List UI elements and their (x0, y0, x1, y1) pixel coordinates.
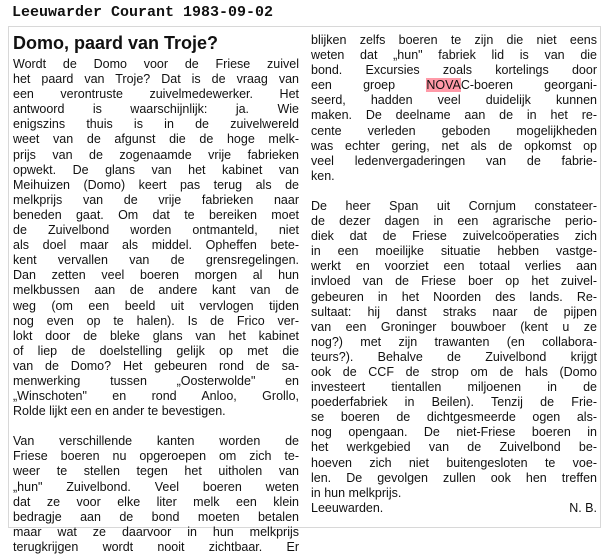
text-line: weet van de afgunst die de hoge melk- (13, 132, 299, 147)
text-line: als doel maar als middel. Opheffen bete- (13, 238, 299, 253)
text-line: invloed van de Friese boer op het zuivel- (311, 274, 597, 289)
text-line: prijs van de zogenaamde vrije fabrieken (13, 147, 299, 162)
article-column-left (13, 57, 299, 555)
novac-line (311, 78, 597, 93)
text-line: gebeuren in het Noorden des lands. Re- (311, 289, 597, 304)
text-line: bedragje aan de bond moeten betalen (13, 509, 299, 524)
paragraph-gap (13, 419, 299, 434)
text-line: lokt door de bleke glans van het kabinet (13, 328, 299, 343)
text-line: van de Domo? Het gebeuren rond de sa- (13, 358, 299, 373)
text-line: het werkgebied van de Zuivelbond be- (311, 440, 597, 455)
article-clipping (8, 26, 601, 554)
text-line: blijken zelfs boeren te zijn die niet eens (311, 33, 597, 47)
text-line: sultaat: hij danst straks naar de pijpen (311, 304, 597, 319)
text-line: menwerking tussen „Oosterwolde" en (13, 373, 299, 388)
text-line: nog opengaan. De niet-Friese boeren in (311, 425, 597, 440)
text-line: teurs?). Behalve de Zuivelbond krijgt (311, 349, 597, 364)
signoff-place: Leeuwarden. (311, 500, 384, 515)
text-line: len. De gevolgen zullen ook hen treffen (311, 470, 597, 485)
text-line: opwekt. De glans van het kabinet van (13, 162, 299, 177)
novac-line-after: C-boeren georgani- (460, 78, 597, 93)
text-line: nog?) met zijn trawanten (en collabora- (311, 334, 597, 349)
text-line: se boeren de dichtgesmeerde ogen als- (311, 410, 597, 425)
text-line: nog even op te halen). Is de Frico ver- (13, 313, 299, 328)
text-line: dat ze voor elke liter melk een klein (13, 494, 299, 509)
paragraph-gap (311, 184, 597, 199)
source-caption: Leeuwarder Courant 1983-09-02 (12, 4, 274, 21)
article-column-right (311, 33, 597, 516)
text-line: „Winschoten" en rond Anloo, Grollo, (13, 389, 299, 404)
text-line: seerd, hadden veel duidelijk kunnen (311, 93, 597, 108)
text-line: antwoord is waarschijnlijk: ja. Wie (13, 102, 299, 117)
text-line: Van verschillende kanten worden de (13, 434, 299, 449)
text-line: in hun melkprijs. (311, 485, 402, 500)
text-line: ook de CCF de strop om de hals (Domo (311, 364, 597, 379)
text-line: terugkrijgen wordt nooit zichtbaar. Er (13, 539, 299, 554)
text-line: melkbussen aan de andere kant van de (13, 283, 299, 298)
text-line: Wordt de Domo voor de Friese zuivel (13, 57, 299, 71)
text-line: was echter gering, net als de opkomst op (311, 138, 597, 153)
text-line: hoeven zich niet buitengesloten te voe- (311, 455, 597, 470)
text-line: poederfabriek in Beilen). Tenzij de Frie- (311, 395, 597, 410)
article-headline: Domo, paard van Troje? (13, 33, 219, 53)
text-line: melkprijs van de vrije fabrieken naar (13, 192, 299, 207)
text-line: veel ledenvergaderingen van de fabrie- (311, 153, 597, 168)
signoff-initials: N. B. (569, 500, 597, 515)
text-line: weer te stellen tegen het uitholen van (13, 464, 299, 479)
right-column-paragraph-1b (311, 93, 597, 184)
novac-line-before: een groep (311, 78, 427, 93)
text-line: werkt en voorziet een totaal verlies aan (311, 259, 597, 274)
text-line: beneden gaat. Om dat te bereiken moet (13, 207, 299, 222)
text-line: bond. Excursies zoals kortelings door (311, 63, 597, 78)
text-line: Rolde lijkt een en ander te bevestigen. (13, 404, 226, 419)
text-line: De heer Span uit Cornjum constateer- (311, 198, 597, 213)
text-line: een verontruste zuivelmedewerker. Het (13, 87, 299, 102)
text-line: maar wat ze daarvoor in hun melkprijs (13, 524, 299, 539)
text-line: „hun" Zuivelbond. Veel boeren weten (13, 479, 299, 494)
text-line: maken. De deelname aan de in het re- (311, 108, 597, 123)
text-line: enigszins thuis is in de zuivelwereld (13, 117, 299, 132)
text-line: investeert tientallen miljoenen in de (311, 380, 597, 395)
text-line: de Zuivelbond worden ontmanteld, niet (13, 223, 299, 238)
text-line: Dan zetten veel boeren morgen al hun (13, 268, 299, 283)
article-signoff (311, 501, 597, 516)
text-line: cente verleden geboden mogelijkheden (311, 123, 597, 138)
text-line: of liep de doelstelling gelijk op met die (13, 343, 299, 358)
novac-highlight: NOVA (426, 78, 461, 93)
text-line: van een Groninger bouwboer (kent u ze (311, 319, 597, 334)
right-column-paragraph-2 (311, 199, 597, 501)
text-line: Meihuizen (Domo) keert pas terug als de (13, 177, 299, 192)
text-line: ken. (311, 168, 335, 183)
right-column-paragraph-1a (311, 33, 597, 78)
text-line: de dezer dagen in een agrarische perio- (311, 214, 597, 229)
text-line: weg (om een beeld uit vervlogen tijden (13, 298, 299, 313)
text-line: het paard van Troje? Dat is de vraag van (13, 72, 299, 87)
text-line: kent vervallen van de grensregelingen. (13, 253, 299, 268)
text-line: Friese boeren nu opgeroepen om zich te- (13, 449, 299, 464)
text-line: weten dat „hun" fabriek lid is van die (311, 48, 597, 63)
text-line: diek dat de Friese zuivelcoöperaties zich (311, 229, 597, 244)
text-line: in een moeilijke situatie hebben vastge- (311, 244, 597, 259)
